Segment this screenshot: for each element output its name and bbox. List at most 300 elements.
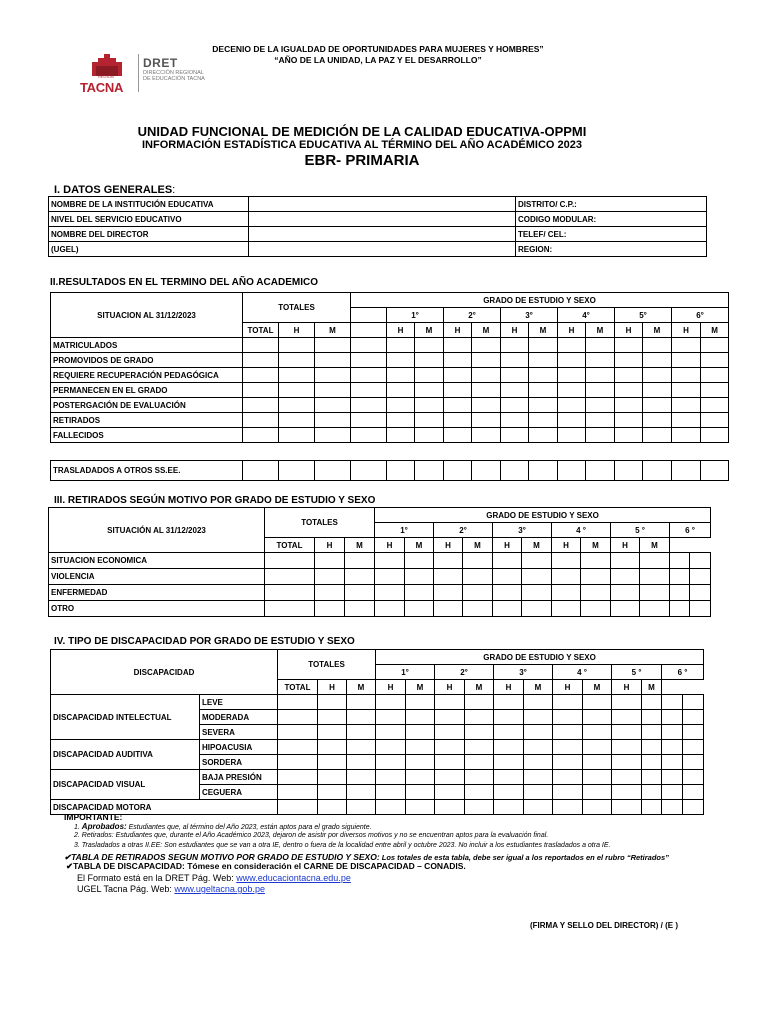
- data-cell[interactable]: [662, 710, 683, 725]
- data-cell[interactable]: [351, 368, 387, 383]
- data-cell[interactable]: [387, 413, 415, 428]
- data-cell[interactable]: [611, 601, 640, 617]
- data-cell[interactable]: [662, 725, 683, 740]
- data-cell[interactable]: [279, 383, 315, 398]
- data-cell[interactable]: [315, 569, 345, 585]
- data-cell[interactable]: [318, 755, 347, 770]
- data-cell[interactable]: [351, 461, 387, 481]
- data-cell[interactable]: [472, 353, 501, 368]
- data-cell[interactable]: [662, 785, 683, 800]
- data-cell[interactable]: [529, 368, 558, 383]
- data-cell[interactable]: [243, 398, 279, 413]
- data-cell[interactable]: [375, 601, 405, 617]
- data-cell[interactable]: [351, 428, 387, 443]
- data-cell[interactable]: [315, 383, 351, 398]
- datos-input-cell[interactable]: [249, 197, 516, 212]
- data-cell[interactable]: [415, 368, 444, 383]
- data-cell[interactable]: [243, 428, 279, 443]
- data-cell[interactable]: [701, 461, 729, 481]
- data-cell[interactable]: [406, 725, 435, 740]
- data-cell[interactable]: [643, 413, 672, 428]
- data-cell[interactable]: [553, 770, 583, 785]
- data-cell[interactable]: [444, 383, 472, 398]
- data-cell[interactable]: [375, 553, 405, 569]
- data-cell[interactable]: [583, 770, 612, 785]
- data-cell[interactable]: [672, 368, 701, 383]
- data-cell[interactable]: [642, 725, 662, 740]
- data-cell[interactable]: [524, 800, 553, 815]
- data-cell[interactable]: [347, 725, 376, 740]
- data-cell[interactable]: [553, 740, 583, 755]
- data-cell[interactable]: [376, 710, 406, 725]
- data-cell[interactable]: [683, 740, 704, 755]
- data-cell[interactable]: [405, 585, 434, 601]
- data-cell[interactable]: [493, 569, 522, 585]
- data-cell[interactable]: [347, 710, 376, 725]
- data-cell[interactable]: [315, 353, 351, 368]
- data-cell[interactable]: [494, 800, 524, 815]
- data-cell[interactable]: [558, 461, 586, 481]
- data-cell[interactable]: [463, 569, 493, 585]
- data-cell[interactable]: [529, 398, 558, 413]
- data-cell[interactable]: [670, 553, 690, 569]
- data-cell[interactable]: [553, 785, 583, 800]
- data-cell[interactable]: [279, 398, 315, 413]
- data-cell[interactable]: [463, 585, 493, 601]
- data-cell[interactable]: [701, 413, 729, 428]
- data-cell[interactable]: [683, 695, 704, 710]
- data-cell[interactable]: [529, 383, 558, 398]
- data-cell[interactable]: [611, 553, 640, 569]
- data-cell[interactable]: [279, 368, 315, 383]
- data-cell[interactable]: [345, 585, 375, 601]
- data-cell[interactable]: [583, 725, 612, 740]
- data-cell[interactable]: [315, 398, 351, 413]
- data-cell[interactable]: [493, 585, 522, 601]
- data-cell[interactable]: [683, 770, 704, 785]
- data-cell[interactable]: [662, 800, 683, 815]
- data-cell[interactable]: [463, 601, 493, 617]
- data-cell[interactable]: [672, 398, 701, 413]
- data-cell[interactable]: [522, 553, 552, 569]
- data-cell[interactable]: [444, 413, 472, 428]
- data-cell[interactable]: [553, 800, 583, 815]
- data-cell[interactable]: [243, 383, 279, 398]
- data-cell[interactable]: [444, 353, 472, 368]
- datos-input-cell[interactable]: [249, 227, 516, 242]
- data-cell[interactable]: [406, 740, 435, 755]
- data-cell[interactable]: [672, 338, 701, 353]
- data-cell[interactable]: [642, 785, 662, 800]
- data-cell[interactable]: [524, 770, 553, 785]
- data-cell[interactable]: [472, 413, 501, 428]
- data-cell[interactable]: [672, 353, 701, 368]
- data-cell[interactable]: [643, 398, 672, 413]
- data-cell[interactable]: [278, 695, 318, 710]
- data-cell[interactable]: [615, 413, 643, 428]
- data-cell[interactable]: [415, 428, 444, 443]
- data-cell[interactable]: [586, 353, 615, 368]
- data-cell[interactable]: [642, 740, 662, 755]
- data-cell[interactable]: [465, 695, 494, 710]
- data-cell[interactable]: [524, 785, 553, 800]
- data-cell[interactable]: [583, 740, 612, 755]
- data-cell[interactable]: [642, 695, 662, 710]
- data-cell[interactable]: [642, 770, 662, 785]
- data-cell[interactable]: [265, 553, 315, 569]
- data-cell[interactable]: [434, 553, 463, 569]
- data-cell[interactable]: [640, 569, 670, 585]
- data-cell[interactable]: [347, 785, 376, 800]
- data-cell[interactable]: [434, 601, 463, 617]
- data-cell[interactable]: [586, 338, 615, 353]
- data-cell[interactable]: [524, 695, 553, 710]
- data-cell[interactable]: [315, 553, 345, 569]
- data-cell[interactable]: [494, 740, 524, 755]
- data-cell[interactable]: [387, 368, 415, 383]
- data-cell[interactable]: [524, 740, 553, 755]
- data-cell[interactable]: [586, 383, 615, 398]
- data-cell[interactable]: [612, 710, 642, 725]
- data-cell[interactable]: [465, 785, 494, 800]
- data-cell[interactable]: [529, 428, 558, 443]
- data-cell[interactable]: [615, 461, 643, 481]
- data-cell[interactable]: [581, 601, 611, 617]
- data-cell[interactable]: [643, 383, 672, 398]
- data-cell[interactable]: [347, 695, 376, 710]
- data-cell[interactable]: [558, 353, 586, 368]
- data-cell[interactable]: [243, 368, 279, 383]
- data-cell[interactable]: [683, 755, 704, 770]
- data-cell[interactable]: [529, 413, 558, 428]
- data-cell[interactable]: [472, 398, 501, 413]
- data-cell[interactable]: [435, 695, 465, 710]
- data-cell[interactable]: [672, 461, 701, 481]
- data-cell[interactable]: [347, 770, 376, 785]
- data-cell[interactable]: [434, 585, 463, 601]
- data-cell[interactable]: [612, 800, 642, 815]
- data-cell[interactable]: [612, 740, 642, 755]
- data-cell[interactable]: [406, 770, 435, 785]
- data-cell[interactable]: [558, 368, 586, 383]
- data-cell[interactable]: [415, 413, 444, 428]
- data-cell[interactable]: [640, 601, 670, 617]
- data-cell[interactable]: [315, 601, 345, 617]
- data-cell[interactable]: [318, 740, 347, 755]
- data-cell[interactable]: [444, 461, 472, 481]
- data-cell[interactable]: [690, 569, 711, 585]
- data-cell[interactable]: [278, 740, 318, 755]
- data-cell[interactable]: [351, 353, 387, 368]
- data-cell[interactable]: [351, 398, 387, 413]
- data-cell[interactable]: [444, 338, 472, 353]
- data-cell[interactable]: [583, 800, 612, 815]
- data-cell[interactable]: [701, 368, 729, 383]
- data-cell[interactable]: [315, 368, 351, 383]
- data-cell[interactable]: [435, 785, 465, 800]
- data-cell[interactable]: [351, 383, 387, 398]
- data-cell[interactable]: [662, 695, 683, 710]
- data-cell[interactable]: [265, 585, 315, 601]
- data-cell[interactable]: [529, 353, 558, 368]
- data-cell[interactable]: [586, 398, 615, 413]
- data-cell[interactable]: [701, 398, 729, 413]
- data-cell[interactable]: [351, 413, 387, 428]
- data-cell[interactable]: [690, 553, 711, 569]
- data-cell[interactable]: [345, 601, 375, 617]
- data-cell[interactable]: [522, 569, 552, 585]
- data-cell[interactable]: [529, 461, 558, 481]
- data-cell[interactable]: [494, 710, 524, 725]
- data-cell[interactable]: [279, 413, 315, 428]
- data-cell[interactable]: [243, 338, 279, 353]
- data-cell[interactable]: [406, 755, 435, 770]
- data-cell[interactable]: [415, 383, 444, 398]
- data-cell[interactable]: [643, 353, 672, 368]
- data-cell[interactable]: [501, 383, 529, 398]
- data-cell[interactable]: [318, 710, 347, 725]
- data-cell[interactable]: [701, 353, 729, 368]
- data-cell[interactable]: [376, 725, 406, 740]
- data-cell[interactable]: [552, 601, 581, 617]
- data-cell[interactable]: [553, 725, 583, 740]
- data-cell[interactable]: [463, 553, 493, 569]
- data-cell[interactable]: [683, 800, 704, 815]
- data-cell[interactable]: [494, 695, 524, 710]
- data-cell[interactable]: [501, 413, 529, 428]
- data-cell[interactable]: [581, 585, 611, 601]
- data-cell[interactable]: [265, 569, 315, 585]
- data-cell[interactable]: [375, 585, 405, 601]
- data-cell[interactable]: [405, 601, 434, 617]
- data-cell[interactable]: [501, 398, 529, 413]
- data-cell[interactable]: [683, 710, 704, 725]
- data-cell[interactable]: [494, 725, 524, 740]
- data-cell[interactable]: [612, 785, 642, 800]
- data-cell[interactable]: [318, 695, 347, 710]
- data-cell[interactable]: [640, 553, 670, 569]
- data-cell[interactable]: [558, 413, 586, 428]
- data-cell[interactable]: [318, 725, 347, 740]
- data-cell[interactable]: [643, 428, 672, 443]
- data-cell[interactable]: [642, 710, 662, 725]
- data-cell[interactable]: [406, 800, 435, 815]
- data-cell[interactable]: [612, 695, 642, 710]
- data-cell[interactable]: [553, 710, 583, 725]
- data-cell[interactable]: [524, 710, 553, 725]
- data-cell[interactable]: [501, 338, 529, 353]
- data-cell[interactable]: [612, 755, 642, 770]
- data-cell[interactable]: [662, 755, 683, 770]
- data-cell[interactable]: [465, 710, 494, 725]
- data-cell[interactable]: [493, 553, 522, 569]
- data-cell[interactable]: [472, 461, 501, 481]
- data-cell[interactable]: [415, 398, 444, 413]
- data-cell[interactable]: [615, 368, 643, 383]
- data-cell[interactable]: [347, 740, 376, 755]
- data-cell[interactable]: [406, 710, 435, 725]
- data-cell[interactable]: [375, 569, 405, 585]
- data-cell[interactable]: [501, 461, 529, 481]
- data-cell[interactable]: [465, 755, 494, 770]
- data-cell[interactable]: [494, 785, 524, 800]
- data-cell[interactable]: [662, 770, 683, 785]
- dret-web-link[interactable]: www.educaciontacna.edu.pe: [236, 873, 351, 883]
- data-cell[interactable]: [435, 710, 465, 725]
- data-cell[interactable]: [558, 398, 586, 413]
- data-cell[interactable]: [387, 398, 415, 413]
- data-cell[interactable]: [351, 338, 387, 353]
- data-cell[interactable]: [643, 368, 672, 383]
- data-cell[interactable]: [615, 398, 643, 413]
- data-cell[interactable]: [524, 725, 553, 740]
- data-cell[interactable]: [586, 461, 615, 481]
- data-cell[interactable]: [670, 585, 690, 601]
- data-cell[interactable]: [701, 383, 729, 398]
- data-cell[interactable]: [472, 338, 501, 353]
- data-cell[interactable]: [279, 353, 315, 368]
- data-cell[interactable]: [583, 710, 612, 725]
- data-cell[interactable]: [278, 725, 318, 740]
- data-cell[interactable]: [472, 428, 501, 443]
- data-cell[interactable]: [581, 553, 611, 569]
- data-cell[interactable]: [581, 569, 611, 585]
- data-cell[interactable]: [493, 601, 522, 617]
- data-cell[interactable]: [642, 755, 662, 770]
- data-cell[interactable]: [615, 383, 643, 398]
- data-cell[interactable]: [315, 338, 351, 353]
- data-cell[interactable]: [642, 800, 662, 815]
- data-cell[interactable]: [672, 383, 701, 398]
- data-cell[interactable]: [345, 569, 375, 585]
- data-cell[interactable]: [415, 338, 444, 353]
- data-cell[interactable]: [670, 569, 690, 585]
- data-cell[interactable]: [347, 800, 376, 815]
- data-cell[interactable]: [552, 569, 581, 585]
- data-cell[interactable]: [279, 461, 315, 481]
- data-cell[interactable]: [558, 338, 586, 353]
- data-cell[interactable]: [444, 428, 472, 443]
- data-cell[interactable]: [406, 785, 435, 800]
- data-cell[interactable]: [465, 800, 494, 815]
- data-cell[interactable]: [615, 338, 643, 353]
- data-cell[interactable]: [643, 338, 672, 353]
- data-cell[interactable]: [444, 398, 472, 413]
- data-cell[interactable]: [524, 755, 553, 770]
- data-cell[interactable]: [376, 785, 406, 800]
- data-cell[interactable]: [586, 368, 615, 383]
- data-cell[interactable]: [612, 770, 642, 785]
- data-cell[interactable]: [444, 368, 472, 383]
- data-cell[interactable]: [376, 740, 406, 755]
- data-cell[interactable]: [435, 740, 465, 755]
- data-cell[interactable]: [315, 428, 351, 443]
- data-cell[interactable]: [279, 428, 315, 443]
- data-cell[interactable]: [640, 585, 670, 601]
- data-cell[interactable]: [387, 383, 415, 398]
- data-cell[interactable]: [683, 725, 704, 740]
- data-cell[interactable]: [387, 338, 415, 353]
- data-cell[interactable]: [279, 338, 315, 353]
- data-cell[interactable]: [435, 770, 465, 785]
- data-cell[interactable]: [406, 695, 435, 710]
- data-cell[interactable]: [522, 601, 552, 617]
- data-cell[interactable]: [278, 770, 318, 785]
- data-cell[interactable]: [278, 755, 318, 770]
- data-cell[interactable]: [376, 755, 406, 770]
- data-cell[interactable]: [586, 413, 615, 428]
- data-cell[interactable]: [583, 695, 612, 710]
- data-cell[interactable]: [558, 383, 586, 398]
- data-cell[interactable]: [278, 800, 318, 815]
- data-cell[interactable]: [265, 601, 315, 617]
- data-cell[interactable]: [465, 725, 494, 740]
- data-cell[interactable]: [611, 569, 640, 585]
- data-cell[interactable]: [434, 569, 463, 585]
- data-cell[interactable]: [376, 800, 406, 815]
- data-cell[interactable]: [243, 413, 279, 428]
- data-cell[interactable]: [672, 428, 701, 443]
- data-cell[interactable]: [501, 368, 529, 383]
- data-cell[interactable]: [552, 553, 581, 569]
- data-cell[interactable]: [553, 695, 583, 710]
- data-cell[interactable]: [465, 740, 494, 755]
- data-cell[interactable]: [387, 428, 415, 443]
- data-cell[interactable]: [558, 428, 586, 443]
- ugel-web-link[interactable]: www.ugeltacna.gob.pe: [174, 884, 265, 894]
- data-cell[interactable]: [552, 585, 581, 601]
- data-cell[interactable]: [405, 553, 434, 569]
- data-cell[interactable]: [405, 569, 434, 585]
- data-cell[interactable]: [586, 428, 615, 443]
- data-cell[interactable]: [472, 383, 501, 398]
- data-cell[interactable]: [315, 461, 351, 481]
- data-cell[interactable]: [315, 413, 351, 428]
- data-cell[interactable]: [670, 601, 690, 617]
- data-cell[interactable]: [387, 353, 415, 368]
- data-cell[interactable]: [376, 770, 406, 785]
- data-cell[interactable]: [315, 585, 345, 601]
- data-cell[interactable]: [690, 585, 711, 601]
- data-cell[interactable]: [612, 725, 642, 740]
- data-cell[interactable]: [643, 461, 672, 481]
- data-cell[interactable]: [376, 695, 406, 710]
- data-cell[interactable]: [415, 353, 444, 368]
- datos-input-cell[interactable]: [249, 212, 516, 227]
- data-cell[interactable]: [243, 353, 279, 368]
- data-cell[interactable]: [278, 785, 318, 800]
- data-cell[interactable]: [701, 338, 729, 353]
- data-cell[interactable]: [611, 585, 640, 601]
- data-cell[interactable]: [465, 770, 494, 785]
- data-cell[interactable]: [435, 755, 465, 770]
- data-cell[interactable]: [435, 725, 465, 740]
- data-cell[interactable]: [387, 461, 415, 481]
- data-cell[interactable]: [347, 755, 376, 770]
- datos-input-cell[interactable]: [249, 242, 516, 257]
- data-cell[interactable]: [583, 785, 612, 800]
- data-cell[interactable]: [501, 428, 529, 443]
- data-cell[interactable]: [318, 770, 347, 785]
- data-cell[interactable]: [690, 601, 711, 617]
- data-cell[interactable]: [683, 785, 704, 800]
- data-cell[interactable]: [662, 740, 683, 755]
- data-cell[interactable]: [494, 770, 524, 785]
- data-cell[interactable]: [415, 461, 444, 481]
- data-cell[interactable]: [615, 353, 643, 368]
- data-cell[interactable]: [278, 710, 318, 725]
- data-cell[interactable]: [615, 428, 643, 443]
